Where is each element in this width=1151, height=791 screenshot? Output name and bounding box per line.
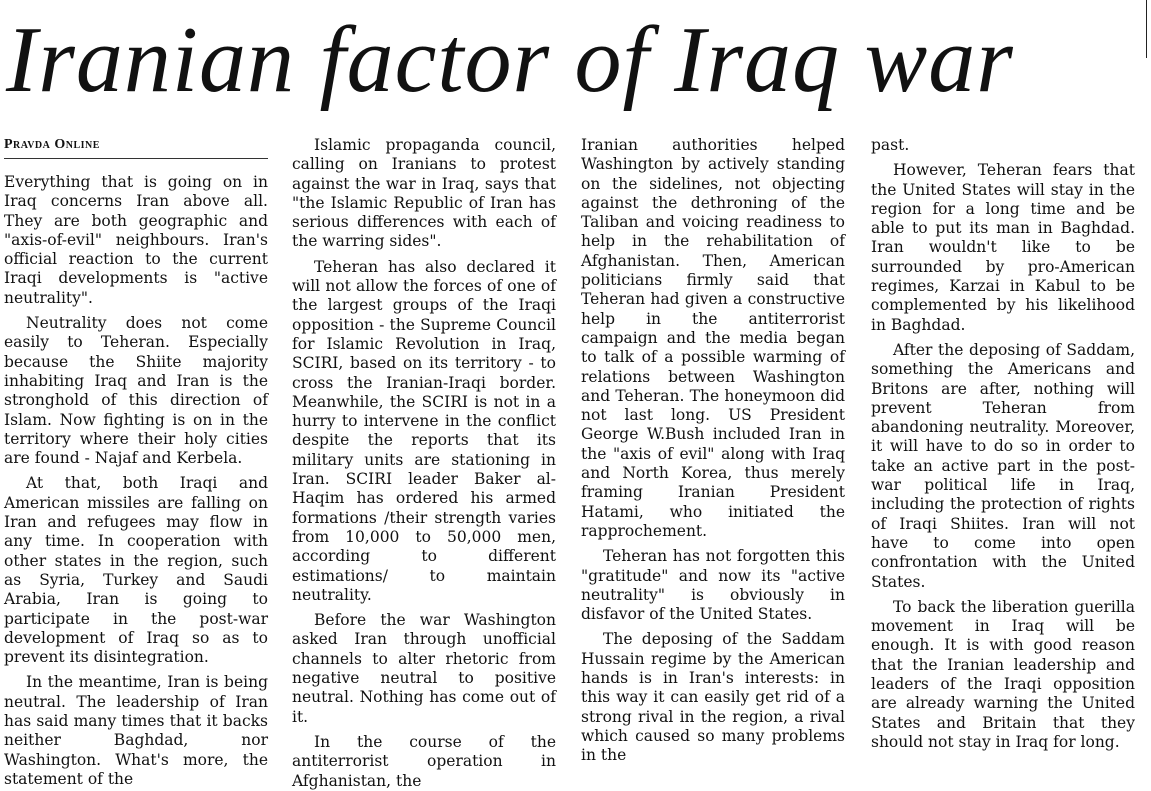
paragraph-4: In the meantime, Iran is being neutral. The leadership of Iran has said many times that it backs neither Baghdad, nor Washington. What's more, the statement of the — [4, 673, 268, 788]
paragraph-10: Teheran has not forgotten this "gratitude" and now its "active neutrality" is obviously in disfavor of the United States. — [581, 547, 845, 624]
paragraph-11: The deposing of the Saddam Hussain regime by the American hands is in Iran's interests: in this way it can easily get rid of a strong rival in the region, a rival which caused so many problems in the — [581, 630, 845, 765]
article-column-2 — [292, 136, 556, 790]
paragraph-2: Neutrality does not come easily to Teheran. Especially because the Shiite majority inhabiting Iraq and Iran is the stronghold of this direction of Islam. Now fighting is on in the territory where their holy cities are found - Najaf and Kerbela. — [4, 314, 268, 468]
paragraph-3: At that, both Iraqi and American missiles are falling on Iran and refugees may flow in any time. In cooperation with other states in the region, such as Syria, Turkey and Saudi Arabia, Iran is going to participate in the post-war development of Iraq so as to prevent its disintegration. — [4, 474, 268, 667]
paragraph-15: To back the liberation guerilla movement in Iraq will be enough. It is with good reason that the Iranian leadership and leaders of the Iraqi opposition are already warning the United States and Britain that they should not stay in Iraq for long. — [871, 597, 1135, 751]
article-column-1 — [4, 136, 268, 788]
column-rule — [1146, 0, 1147, 58]
paragraph-9: Iranian authorities helped Washington by actively standing on the sidelines, not objecting against the dethroning of the Taliban and voicing readiness to help in the rehabilitation of Afghanistan. Then, American politicians firmly said that Teheran had given a constructive help in the antiterrorist campaign and the media began to talk of a possible warming of relations between Washington and Teheran. The honeymoon did not last long. US President George W.Bush included Iran in the "axis of evil" along with Iraq and North Korea, thus merely framing Iranian President Hatami, who initiated the rapprochement. — [581, 136, 845, 540]
article-column-4 — [871, 136, 1135, 751]
paragraph-14: After the deposing of Saddam, something the Americans and Britons are after, nothing will prevent Teheran from abandoning neutrality. Moreover, it will have to do so in order to take an active part in the post-war political life in Iraq, including the protection of rights of Iraqi Shiites. Iran will not have to come into open confrontation with the United States. — [871, 340, 1135, 591]
paragraph-7: Before the war Washington asked Iran through unofficial channels to alter rhetoric from negative neutral to positive neutral. Nothing has come out of it. — [292, 611, 556, 726]
paragraph-13: However, Teheran fears that the United States will stay in the region for a long time and be able to put its man in Baghdad. Iran wouldn't like to be surrounded by pro-American regimes, Karzai in Kabul to be complemented by his likelihood in Baghdad. — [871, 161, 1135, 334]
paragraph-12: past. — [871, 136, 910, 154]
byline: Pravda Online — [4, 136, 268, 159]
paragraph-1: Everything that is going on in Iraq concerns Iran above all. They are both geographic and "axis-of-evil" neighbours. Iran's official reaction to the current Iraqi developments is "active neutrality". — [4, 173, 268, 307]
article-headline: Iranian factor of Iraq war — [6, 8, 1014, 112]
paragraph-5: Islamic propaganda council, calling on Iranians to protest against the war in Iraq, says that "the Islamic Republic of Iran has serious differences with each of the warring sides". — [292, 136, 556, 251]
article-column-3 — [581, 136, 845, 765]
paragraph-6: Teheran has also declared it will not allow the forces of one of the largest groups of the Iraqi opposition - the Supreme Council for Islamic Revolution in Iraq, SCIRI, based on its territory - to cross the Iranian-Iraqi border. Meanwhile, the SCIRI is not in a hurry to intervene in the conflict despite the reports that its military units are stationing in Iran. SCIRI leader Baker al-Haqim has ordered his armed formations /their strength varies from 10,000 to 50,000 men, according to different estimations/ to maintain neutrality. — [292, 257, 556, 604]
paragraph-8: In the course of the antiterrorist operation in Afghanistan, the — [292, 732, 556, 790]
